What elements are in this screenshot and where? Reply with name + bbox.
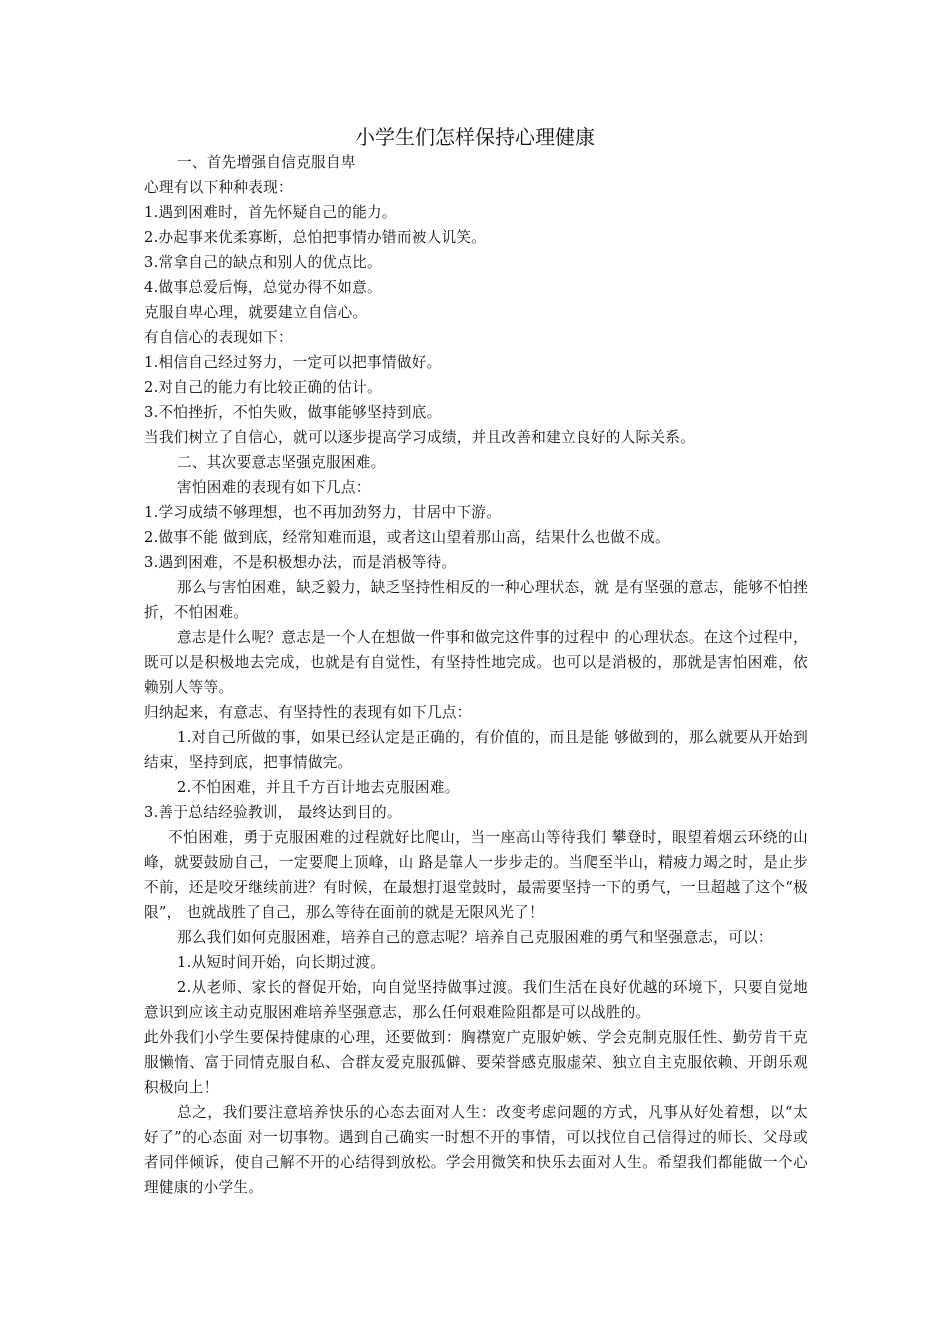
paragraph: 一、首先增强自信克服自卑 <box>177 154 356 171</box>
paragraph: 1.遇到困难时，首先怀疑自己的能力。 <box>144 204 397 221</box>
paragraph: 2.做事不能 做到底，经常知难而退，或者这山望着那山高，结果什么也做不成。 <box>144 529 670 546</box>
paragraph: 2.不怕困难，并且千方百计地去克服困难。 <box>177 779 460 796</box>
paragraph: 克服自卑心理，就要建立自信心。 <box>144 304 368 321</box>
paragraph: 心理有以下种种表现： <box>144 179 293 196</box>
paragraph: 1.从短时间开始，向长期过渡。 <box>177 954 386 971</box>
paragraph: 不怕困难，勇于克服困难的过程就好比爬山，当一座高山等待我们 攀登时，眼望着烟云环绕的山峰，就要鼓励自己，一定要爬上顶峰，山 路是靠人一步步走的。当爬至半山，精疲力竭之时，是止步不前，还是咬牙继续前进？有时候，在最想打退堂鼓时，最需要坚持一下的勇气，一旦超越了这个“极限”， 也就战胜了自己，那么等待在面前的就是无限风光了！ <box>144 829 808 921</box>
paragraph: 归纳起来，有意志、有坚持性的表现有如下几点： <box>144 704 472 721</box>
paragraph: 二、其次要意志坚强克服困难。 <box>177 454 386 471</box>
paragraph: 1.学习成绩不够理想，也不再加劲努力，甘居中下游。 <box>144 504 502 521</box>
paragraph: 2.办起事来优柔寡断，总怕把事情办错而被人讥笑。 <box>144 229 487 246</box>
document-title: 小学生们怎样保持心理健康 <box>355 125 595 149</box>
paragraph: 1.相信自己经过努力，一定可以把事情做好。 <box>144 354 442 371</box>
paragraph: 3.善于总结经验教训， 最终达到目的。 <box>144 804 402 821</box>
paragraph: 2.对自己的能力有比较正确的估计。 <box>144 379 382 396</box>
paragraph: 那么与害怕困难，缺乏毅力，缺乏坚持性相反的一种心理状态，就 是有坚强的意志，能够不怕挫折，不怕困难。 <box>144 579 808 621</box>
paragraph: 3.遇到困难，不是积极想办法，而是消极等待。 <box>144 554 457 571</box>
paragraph: 1.对自己所做的事，如果已经认定是正确的，有价值的，而且是能 够做到的，那么就要从开始到结束，坚持到底，把事情做完。 <box>144 729 808 771</box>
document-body <box>144 150 808 1200</box>
paragraph: 4.做事总爱后悔，总觉办得不如意。 <box>144 279 382 296</box>
paragraph: 3.不怕挫折，不怕失败，做事能够坚持到底。 <box>144 404 442 421</box>
paragraph: 有自信心的表现如下： <box>144 329 293 346</box>
paragraph: 意志是什么呢？意志是一个人在想做一件事和做完这件事的过程中 的心理状态。在这个过程中，既可以是积极地去完成，也就是有自觉性，有坚持性地完成。也可以是消极的，那就是害怕困难，依赖别人等等。 <box>144 629 808 696</box>
paragraph: 此外我们小学生要保持健康的心理，还要做到：胸襟宽广克服妒嫉、学会克制克服任性、勤劳肯干克服懒惰、富于同情克服自私、合群友爱克服孤僻、要荣誉感克服虚荣、独立自主克服依赖、开朗乐观积极向上！ <box>144 1029 808 1096</box>
paragraph: 那么我们如何克服困难，培养自己的意志呢？培养自己克服困难的勇气和坚强意志，可以： <box>177 929 773 946</box>
paragraph: 总之，我们要注意培养快乐的心态去面对人生：改变考虑问题的方式，凡事从好处着想，以“太好了”的心态面 对一切事物。遇到自己确实一时想不开的事情，可以找位自己信得过的师长、父母或者同伴倾诉，使自己解不开的心结得到放松。学会用微笑和快乐去面对人生。希望我们都能做一个心理健康的小学生。 <box>144 1104 808 1196</box>
paragraph: 害怕困难的表现有如下几点： <box>177 479 371 496</box>
paragraph: 当我们树立了自信心，就可以逐步提高学习成绩，并且改善和建立良好的人际关系。 <box>144 429 696 446</box>
paragraph: 3.常拿自己的缺点和别人的优点比。 <box>144 254 382 271</box>
paragraph: 2.从老师、家长的督促开始，向自觉坚持做事过渡。我们生活在良好优越的环境下，只要自觉地意识到应该主动克服困难培养坚强意志，那么任何艰难险阻都是可以战胜的。 <box>144 979 808 1021</box>
